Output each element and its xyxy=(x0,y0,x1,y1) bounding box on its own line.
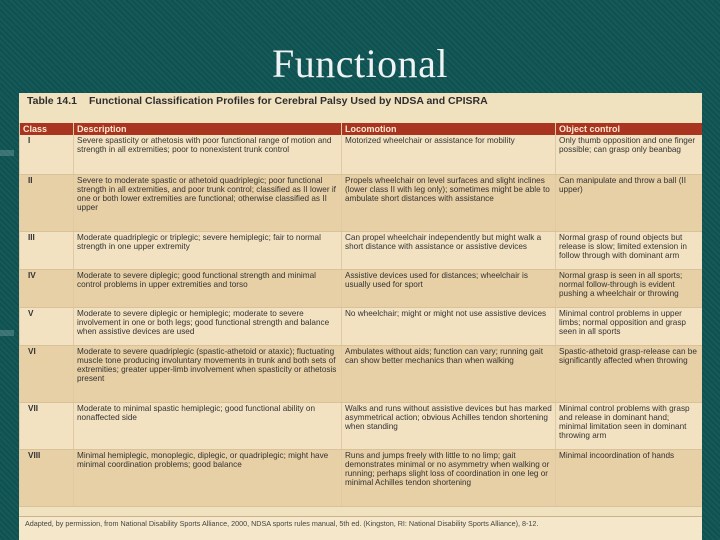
classification-table-image xyxy=(19,93,702,540)
description-cell: Minimal hemiplegic, monoplegic, diplegic, or quadriplegic; might have minimal coordination problems; good balance xyxy=(74,449,342,506)
object-control-cell: Normal grasp is seen in all sports; normal follow-through is evident pushing a wheelchair or throwing xyxy=(556,269,703,307)
description-cell: Moderate to minimal spastic hemiplegic; good functional ability on nonaffected side xyxy=(74,402,342,449)
class-cell: I xyxy=(20,135,74,174)
description-cell: Severe to moderate spastic or athetoid quadriplegic; poor functional strength in all extremities, and poor trunk control; classified as II lower if one or both lower extremities are functional; otherwise classified as II upper xyxy=(74,174,342,231)
header-object-control: Object control xyxy=(556,123,703,135)
locomotion-cell: Propels wheelchair on level surfaces and slight inclines (lower class II with leg only); sometimes might be able to ambulate short distances with assistance xyxy=(342,174,556,231)
class-cell: VIII xyxy=(20,449,74,506)
header-locomotion: Locomotion xyxy=(342,123,556,135)
table-number: Table 14.1 xyxy=(27,95,77,107)
object-control-cell: Can manipulate and throw a ball (II upper) xyxy=(556,174,703,231)
description-cell: Moderate to severe diplegic; good functional strength and minimal control problems in upper extremities and torso xyxy=(74,269,342,307)
locomotion-cell: Motorized wheelchair or assistance for mobility xyxy=(342,135,556,174)
decorative-stripe xyxy=(0,150,14,156)
table-row xyxy=(20,307,703,345)
table-row xyxy=(20,345,703,402)
object-control-cell: Spastic-athetoid grasp-release can be significantly affected when throwing xyxy=(556,345,703,402)
locomotion-cell: Walks and runs without assistive devices but has marked asymmetrical action; obvious Achilles tendon shortening when standing xyxy=(342,402,556,449)
decorative-stripe xyxy=(0,330,14,336)
locomotion-cell: Assistive devices used for distances; wheelchair is usually used for sport xyxy=(342,269,556,307)
class-cell: IV xyxy=(20,269,74,307)
table-header-row xyxy=(20,123,703,135)
description-cell: Severe spasticity or athetosis with poor functional range of motion and strength in all extremities; poor to nonexistent trunk control xyxy=(74,135,342,174)
header-class: Class xyxy=(20,123,74,135)
object-control-cell: Only thumb opposition and one finger possible; can grasp only beanbag xyxy=(556,135,703,174)
classification-table xyxy=(19,123,702,507)
locomotion-cell: Runs and jumps freely with little to no limp; gait demonstrates minimal or no asymmetry when walking or running; perhaps slight loss of coordination in one leg or minimal Achilles tendon shortening xyxy=(342,449,556,506)
table-row xyxy=(20,449,703,506)
locomotion-cell: Can propel wheelchair independently but might walk a short distance with assistance or assistive devices xyxy=(342,231,556,269)
object-control-cell: Minimal control problems with grasp and release in dominant hand; minimal limitation seen in dominant throwing arm xyxy=(556,402,703,449)
class-cell: II xyxy=(20,174,74,231)
object-control-cell: Normal grasp of round objects but release is slow; limited extension in follow through with dominant arm xyxy=(556,231,703,269)
description-cell: Moderate to severe quadriplegic (spastic-athetoid or ataxic); fluctuating muscle tone producing involuntary movements in trunk and both sets of extremities; greater upper-limb involvement when spasticity or athetosis present xyxy=(74,345,342,402)
table-caption xyxy=(19,93,702,123)
table-row xyxy=(20,231,703,269)
object-control-cell: Minimal incoordination of hands xyxy=(556,449,703,506)
table-caption-text: Functional Classification Profiles for Cerebral Palsy Used by NDSA and CPISRA xyxy=(89,95,488,107)
class-cell: VI xyxy=(20,345,74,402)
class-cell: V xyxy=(20,307,74,345)
object-control-cell: Minimal control problems in upper limbs; normal opposition and grasp seen in all sports xyxy=(556,307,703,345)
table-row xyxy=(20,269,703,307)
table-row xyxy=(20,174,703,231)
table-row xyxy=(20,402,703,449)
table-row xyxy=(20,135,703,174)
description-cell: Moderate to severe diplegic or hemiplegic; moderate to severe involvement in one or both legs; good functional strength and balance when assistive devices are used xyxy=(74,307,342,345)
header-description: Description xyxy=(74,123,342,135)
table-footnote: Adapted, by permission, from National Disability Sports Alliance, 2000, NDSA sports rules manual, 5th ed. (Kingston, RI: National Disability Sports Alliance), 8-12. xyxy=(19,516,702,540)
locomotion-cell: Ambulates without aids; function can vary; running gait can show better mechanics than when walking xyxy=(342,345,556,402)
description-cell: Moderate quadriplegic or triplegic; severe hemiplegic; fair to normal strength in one upper extremity xyxy=(74,231,342,269)
class-cell: III xyxy=(20,231,74,269)
slide-title: Functional xyxy=(271,41,449,86)
locomotion-cell: No wheelchair; might or might not use assistive devices xyxy=(342,307,556,345)
class-cell: VII xyxy=(20,402,74,449)
